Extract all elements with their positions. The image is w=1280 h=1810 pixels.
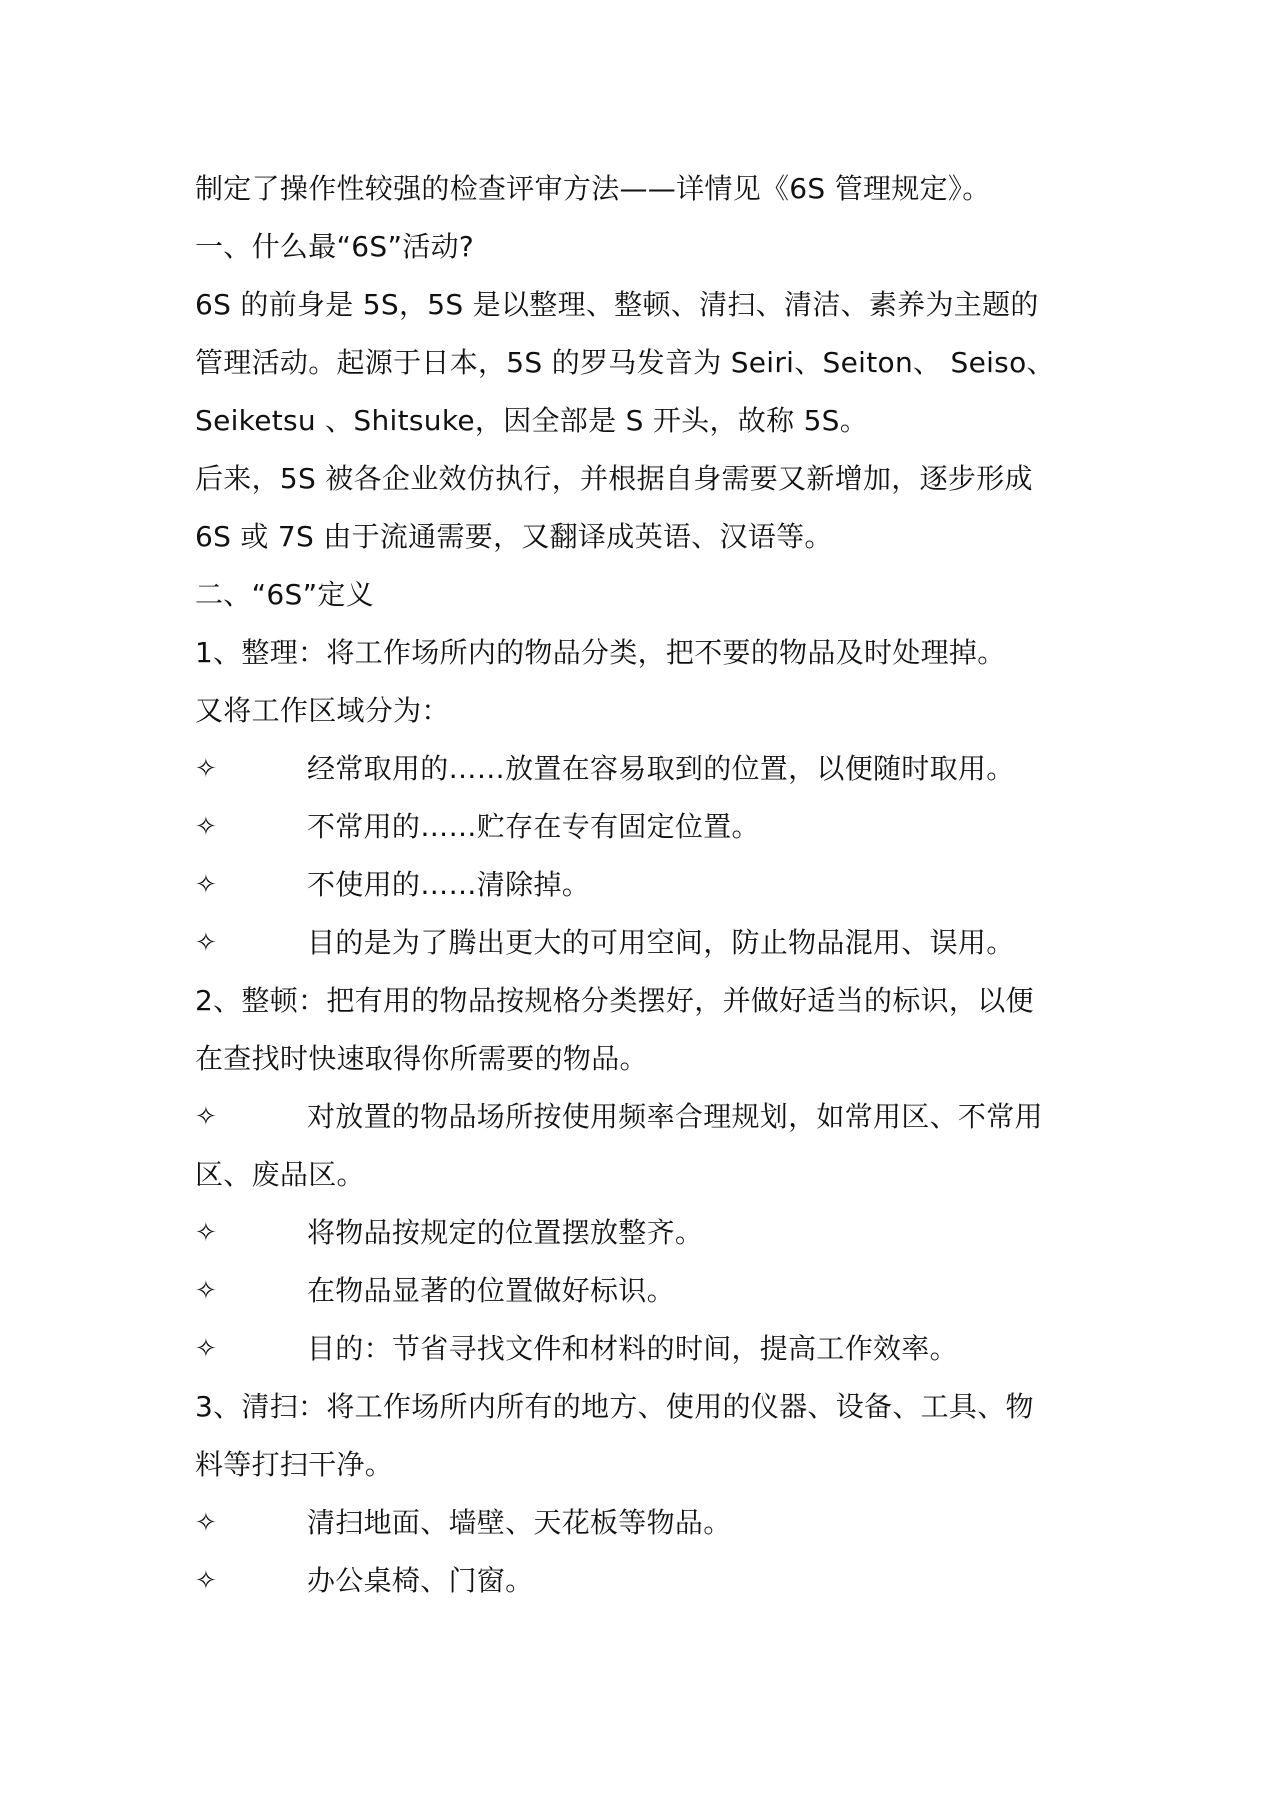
- four-point-star-icon: ✧: [195, 1566, 218, 1596]
- paragraph-line: 管理活动。起源于日本，5S 的罗马发音为 Seiri、Seiton、 Seiso、: [195, 346, 1055, 379]
- bullet-text: 将物品按规定的位置摆放整齐。: [307, 1216, 704, 1249]
- item-heading: 3、清扫：将工作场所内所有的地方、使用的仪器、设备、工具、物: [195, 1390, 1034, 1423]
- bullet-item: [195, 1320, 1095, 1378]
- document-body: [195, 160, 1095, 1610]
- bullet-text: 目的是为了腾出更大的可用空间，防止物品混用、误用。: [307, 926, 1015, 959]
- item-heading: 2、整顿：把有用的物品按规格分类摆好，并做好适当的标识，以便: [195, 984, 1034, 1017]
- four-point-star-icon: ✧: [195, 812, 218, 842]
- bullet-item: [195, 1088, 1095, 1146]
- paragraph-line: 在查找时快速取得你所需要的物品。: [195, 1042, 648, 1075]
- section-heading: 二、“6S”定义: [195, 578, 374, 611]
- bullet-item: [195, 740, 1095, 798]
- bullet-item: [195, 856, 1095, 914]
- bullet-text: 对放置的物品场所按使用频率合理规划，如常用区、不常用: [307, 1100, 1043, 1133]
- bullet-text: 在物品显著的位置做好标识。: [307, 1274, 675, 1307]
- bullet-text: 经常取用的……放置在容易取到的位置，以便随时取用。: [307, 752, 1015, 785]
- bullet-item: [195, 1262, 1095, 1320]
- four-point-star-icon: ✧: [195, 1334, 218, 1364]
- section-heading: 一、什么最“6S”活动?: [195, 230, 475, 263]
- paragraph-line: 6S 或 7S 由于流通需要，又翻译成英语、汉语等。: [195, 520, 833, 553]
- four-point-star-icon: ✧: [195, 1508, 218, 1538]
- bullet-item: [195, 1494, 1095, 1552]
- paragraph-line: 又将工作区域分为：: [195, 694, 450, 727]
- item-heading: 1、整理：将工作场所内的物品分类，把不要的物品及时处理掉。: [195, 636, 1006, 669]
- bullet-item: [195, 798, 1095, 856]
- bullet-item: [195, 1552, 1095, 1610]
- paragraph-line: Seiketsu 、Shitsuke，因全部是 S 开头，故称 5S。: [195, 404, 869, 437]
- bullet-text: 目的：节省寻找文件和材料的时间，提高工作效率。: [307, 1332, 958, 1365]
- paragraph-line: 后来，5S 被各企业效仿执行，并根据自身需要又新增加，逐步形成: [195, 462, 1033, 495]
- bullet-continuation: 区、废品区。: [195, 1158, 365, 1191]
- four-point-star-icon: ✧: [195, 928, 218, 958]
- four-point-star-icon: ✧: [195, 1218, 218, 1248]
- bullet-text: 不常用的……贮存在专有固定位置。: [307, 810, 760, 843]
- paragraph-line: 制定了操作性较强的检查评审方法——详情见《6S 管理规定》。: [195, 172, 991, 205]
- paragraph-line: 料等打扫干净。: [195, 1448, 394, 1481]
- four-point-star-icon: ✧: [195, 1102, 218, 1132]
- four-point-star-icon: ✧: [195, 870, 218, 900]
- paragraph-line: 6S 的前身是 5S，5S 是以整理、整顿、清扫、清洁、素养为主题的: [195, 288, 1039, 321]
- bullet-item: [195, 1204, 1095, 1262]
- four-point-star-icon: ✧: [195, 754, 218, 784]
- bullet-text: 不使用的……清除掉。: [307, 868, 591, 901]
- bullet-item: [195, 914, 1095, 972]
- bullet-text: 办公桌椅、门窗。: [307, 1564, 534, 1597]
- bullet-text: 清扫地面、墙壁、天花板等物品。: [307, 1506, 732, 1539]
- four-point-star-icon: ✧: [195, 1276, 218, 1306]
